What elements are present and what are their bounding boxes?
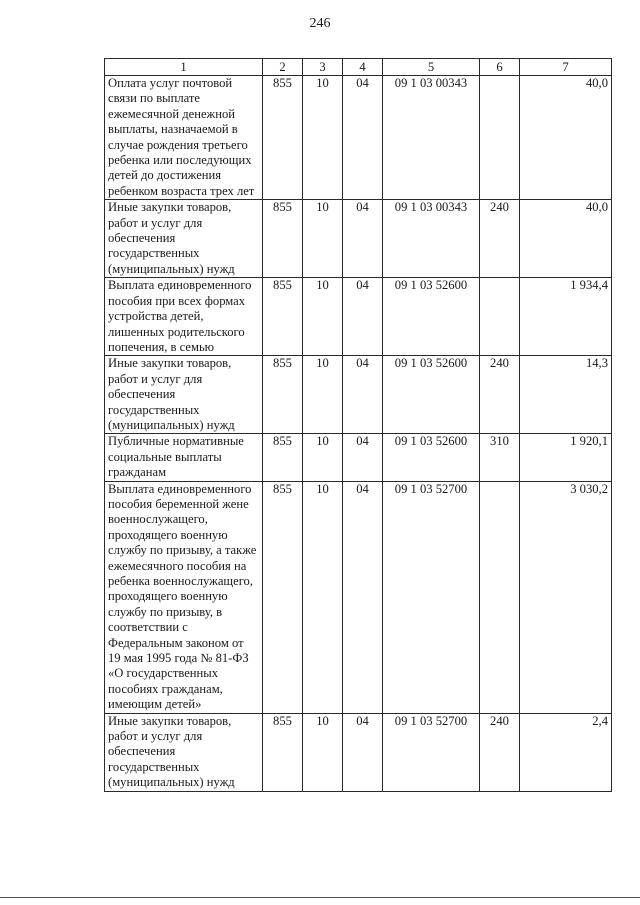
subsection-code: 04 bbox=[343, 434, 383, 481]
ministry-code: 855 bbox=[263, 200, 303, 278]
expense-type-code bbox=[480, 278, 520, 356]
subsection-code: 04 bbox=[343, 356, 383, 434]
subsection-code: 04 bbox=[343, 278, 383, 356]
row-name: Выплата единовременного пособия беременной жене военнослужащего, проходящего военную службу по призыву, а также ежемесячного пособия на ребенка военнослужащего, проходящего военную службу по призыву, в соответствии с Федеральным законом от 19 мая 1995 года № 81-ФЗ «О государственных пособиях гражданам, имеющим детей» bbox=[105, 481, 263, 713]
expense-type-code bbox=[480, 481, 520, 713]
ministry-code: 855 bbox=[263, 434, 303, 481]
table-row bbox=[105, 76, 612, 200]
ministry-code: 855 bbox=[263, 713, 303, 791]
ministry-code: 855 bbox=[263, 356, 303, 434]
table-row bbox=[105, 200, 612, 278]
ministry-code: 855 bbox=[263, 481, 303, 713]
table-row bbox=[105, 481, 612, 713]
target-article-code: 09 1 03 52600 bbox=[383, 434, 480, 481]
table-row bbox=[105, 713, 612, 791]
section-code: 10 bbox=[303, 481, 343, 713]
column-header: 6 bbox=[480, 59, 520, 76]
row-name: Иные закупки товаров, работ и услуг для обеспечения государственных (муниципальных) нужд bbox=[105, 200, 263, 278]
target-article-code: 09 1 03 52700 bbox=[383, 481, 480, 713]
expense-type-code: 240 bbox=[480, 200, 520, 278]
amount: 14,3 bbox=[520, 356, 612, 434]
subsection-code: 04 bbox=[343, 713, 383, 791]
expense-type-code bbox=[480, 76, 520, 200]
ministry-code: 855 bbox=[263, 278, 303, 356]
amount: 40,0 bbox=[520, 76, 612, 200]
table-row bbox=[105, 356, 612, 434]
page-bottom-edge bbox=[0, 897, 640, 898]
subsection-code: 04 bbox=[343, 481, 383, 713]
amount: 3 030,2 bbox=[520, 481, 612, 713]
header-row bbox=[105, 59, 612, 76]
column-header: 4 bbox=[343, 59, 383, 76]
target-article-code: 09 1 03 00343 bbox=[383, 200, 480, 278]
column-header: 3 bbox=[303, 59, 343, 76]
expense-type-code: 240 bbox=[480, 713, 520, 791]
expense-type-code: 310 bbox=[480, 434, 520, 481]
subsection-code: 04 bbox=[343, 76, 383, 200]
amount: 1 920,1 bbox=[520, 434, 612, 481]
expense-type-code: 240 bbox=[480, 356, 520, 434]
amount: 40,0 bbox=[520, 200, 612, 278]
target-article-code: 09 1 03 52600 bbox=[383, 356, 480, 434]
target-article-code: 09 1 03 52700 bbox=[383, 713, 480, 791]
target-article-code: 09 1 03 52600 bbox=[383, 278, 480, 356]
budget-table bbox=[104, 58, 612, 792]
target-article-code: 09 1 03 00343 bbox=[383, 76, 480, 200]
row-name: Иные закупки товаров, работ и услуг для обеспечения государственных (муниципальных) нужд bbox=[105, 356, 263, 434]
section-code: 10 bbox=[303, 713, 343, 791]
section-code: 10 bbox=[303, 356, 343, 434]
ministry-code: 855 bbox=[263, 76, 303, 200]
column-header: 2 bbox=[263, 59, 303, 76]
amount: 2,4 bbox=[520, 713, 612, 791]
section-code: 10 bbox=[303, 434, 343, 481]
amount: 1 934,4 bbox=[520, 278, 612, 356]
section-code: 10 bbox=[303, 278, 343, 356]
section-code: 10 bbox=[303, 76, 343, 200]
table-row bbox=[105, 434, 612, 481]
row-name: Публичные нормативные социальные выплаты гражданам bbox=[105, 434, 263, 481]
column-header: 1 bbox=[105, 59, 263, 76]
subsection-code: 04 bbox=[343, 200, 383, 278]
table-row bbox=[105, 278, 612, 356]
row-name: Оплата услуг почтовой связи по выплате ежемесячной денежной выплаты, назначаемой в случае рождения третьего ребенка или последующих детей до достижения ребенком возраста трех лет bbox=[105, 76, 263, 200]
row-name: Выплата единовременного пособия при всех формах устройства детей, лишенных родительского попечения, в семью bbox=[105, 278, 263, 356]
column-header: 5 bbox=[383, 59, 480, 76]
row-name: Иные закупки товаров, работ и услуг для обеспечения государственных (муниципальных) нужд bbox=[105, 713, 263, 791]
page-number: 246 bbox=[309, 16, 331, 31]
section-code: 10 bbox=[303, 200, 343, 278]
column-header: 7 bbox=[520, 59, 612, 76]
